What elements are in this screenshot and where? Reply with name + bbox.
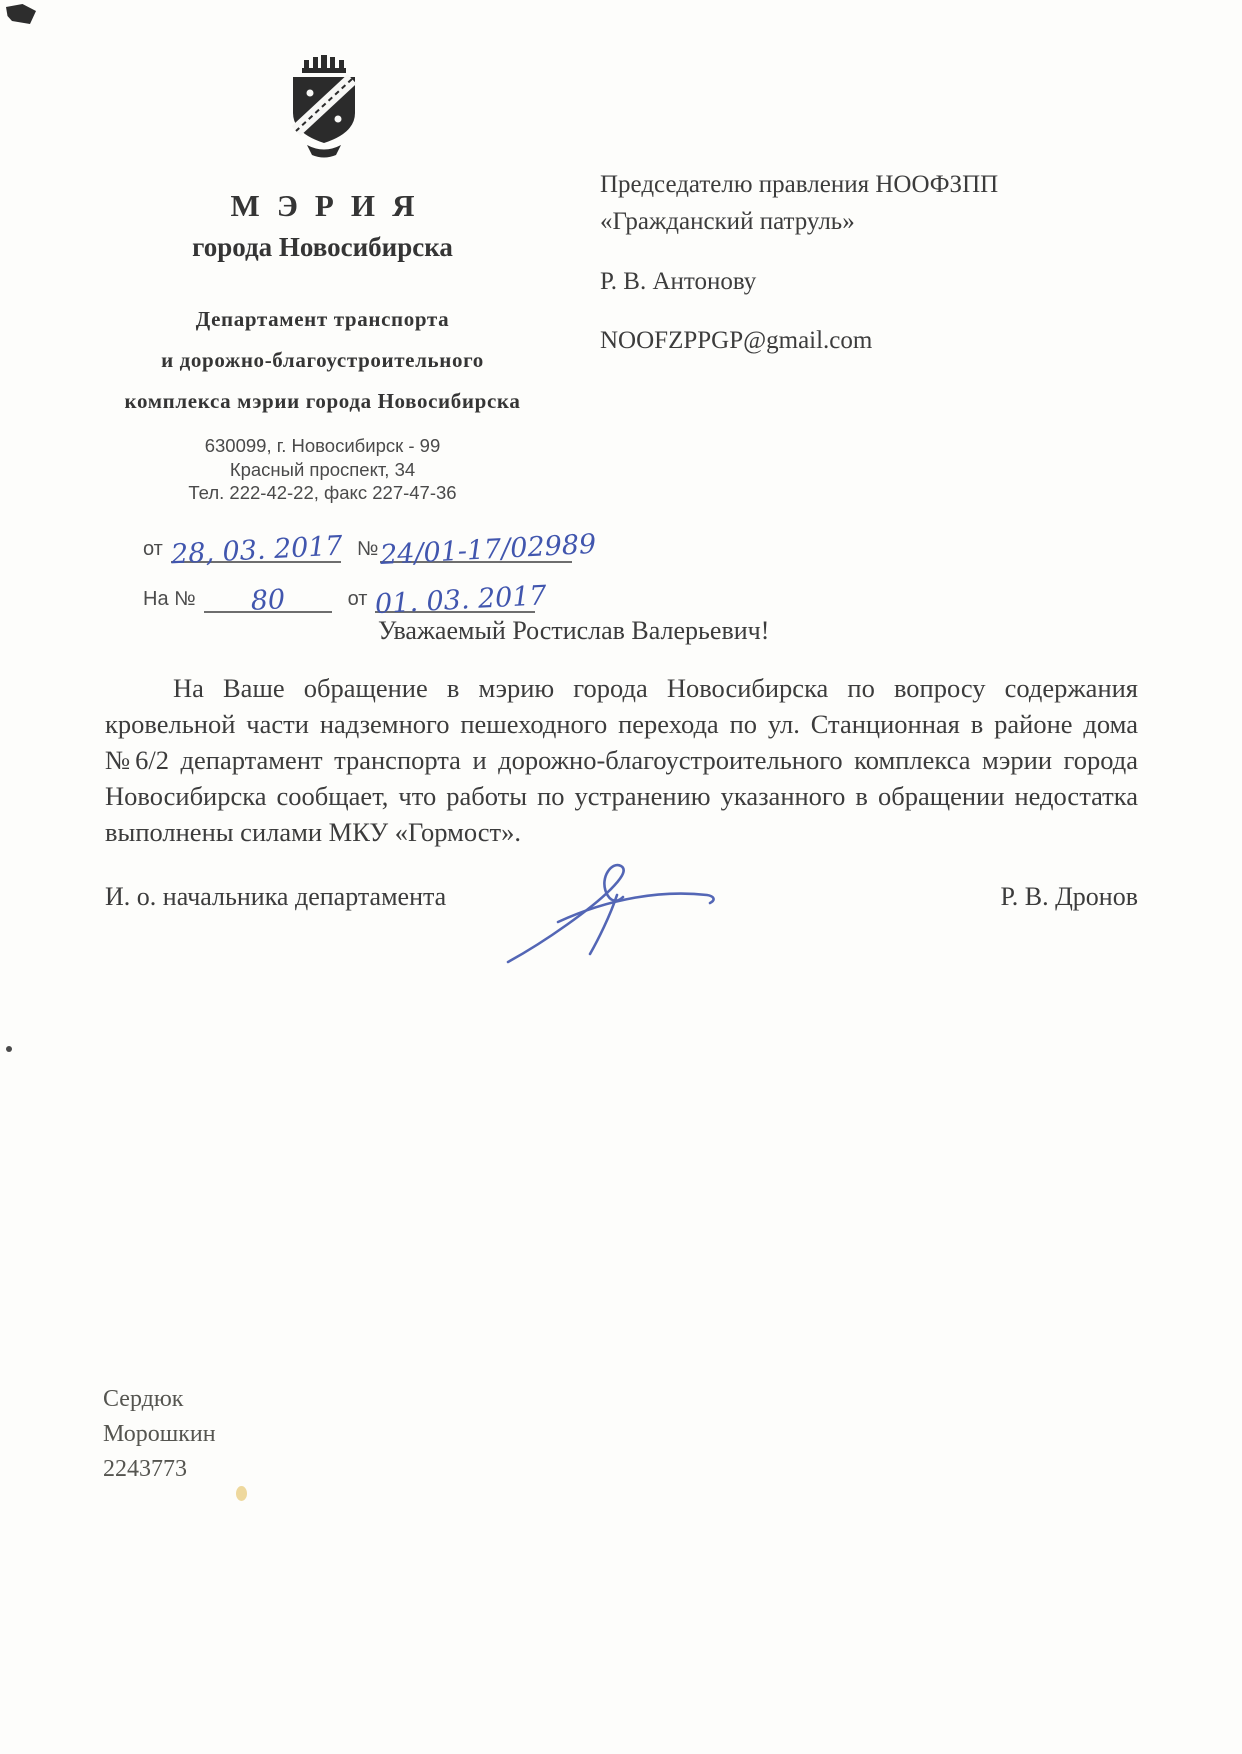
handwritten-signature	[500, 850, 730, 975]
reply-number-handwritten: 80	[249, 583, 286, 617]
recipient-block	[600, 166, 1140, 359]
signer-position: И. о. начальника департамента	[105, 882, 447, 911]
signer-name: Р. В. Дронов	[1000, 882, 1138, 911]
recipient-email: NOOFZPPGP@gmail.com	[600, 327, 873, 354]
reply-number-label: На №	[143, 587, 196, 610]
address-line: 630099, г. Новосибирск - 99	[204, 435, 441, 456]
salutation: Уважаемый Ростислав Валерьевич!	[378, 616, 770, 645]
ref-number-label: №	[356, 537, 379, 560]
reply-number-field	[204, 579, 332, 617]
recipient-org-line: «Гражданский патруль»	[600, 208, 855, 235]
ref-from-handwritten-date: 28, 03. 2017	[170, 529, 344, 570]
recipient-name: Р. В. Антонову	[600, 268, 757, 295]
letterhead	[95, 55, 598, 629]
ref-from-field	[170, 529, 344, 570]
org-city: города Новосибирска	[192, 232, 453, 262]
org-address	[95, 434, 550, 505]
reply-date-handwritten: 01. 03. 2017	[374, 579, 548, 620]
ref-from-label: от	[143, 537, 163, 560]
executor-footer	[103, 1382, 216, 1487]
scan-artifact	[6, 1046, 12, 1052]
department-line: и дорожно-благоустроительного	[161, 348, 484, 372]
novosibirsk-coat-of-arms-icon	[277, 55, 369, 164]
address-line: Красный проспект, 34	[229, 458, 416, 480]
executor-name: Морошкин	[103, 1421, 216, 1447]
letter-body-paragraph: На Ваше обращение в мэрию города Новосибирска по вопросу содержания кровельной части надземного пешеходного перехода по ул. Станционная в районе дома №6/2 департамент транспорта и дорожно-благоустроительного комплекса мэрии города Новосибирска сообщает, что работы по устранению указанного в обращении недостатка выполнены силами МКУ «Гормост».	[105, 673, 1138, 847]
executor-name: Сердюк	[103, 1386, 184, 1412]
department-name	[95, 299, 550, 422]
reference-block	[95, 528, 598, 629]
scan-artifact	[6, 4, 36, 24]
recipient-title-line: Председателю правления НООФЗПП	[600, 171, 999, 198]
address-line: Тел. 222-42-22, факс 227-47-36	[188, 482, 457, 503]
reply-from-label: от	[347, 587, 368, 610]
department-line: Департамент транспорта	[195, 307, 450, 331]
org-name: МЭРИЯ	[230, 188, 432, 223]
reply-date-field	[374, 579, 548, 620]
executor-phone: 2243773	[103, 1456, 187, 1482]
ref-number-field	[379, 528, 598, 571]
outgoing-ref-line	[143, 528, 598, 579]
ref-number-handwritten: 24/01-17/02989	[379, 528, 598, 571]
scan-artifact	[236, 1486, 247, 1501]
department-line: комплекса мэрии города Новосибирска	[124, 389, 521, 413]
